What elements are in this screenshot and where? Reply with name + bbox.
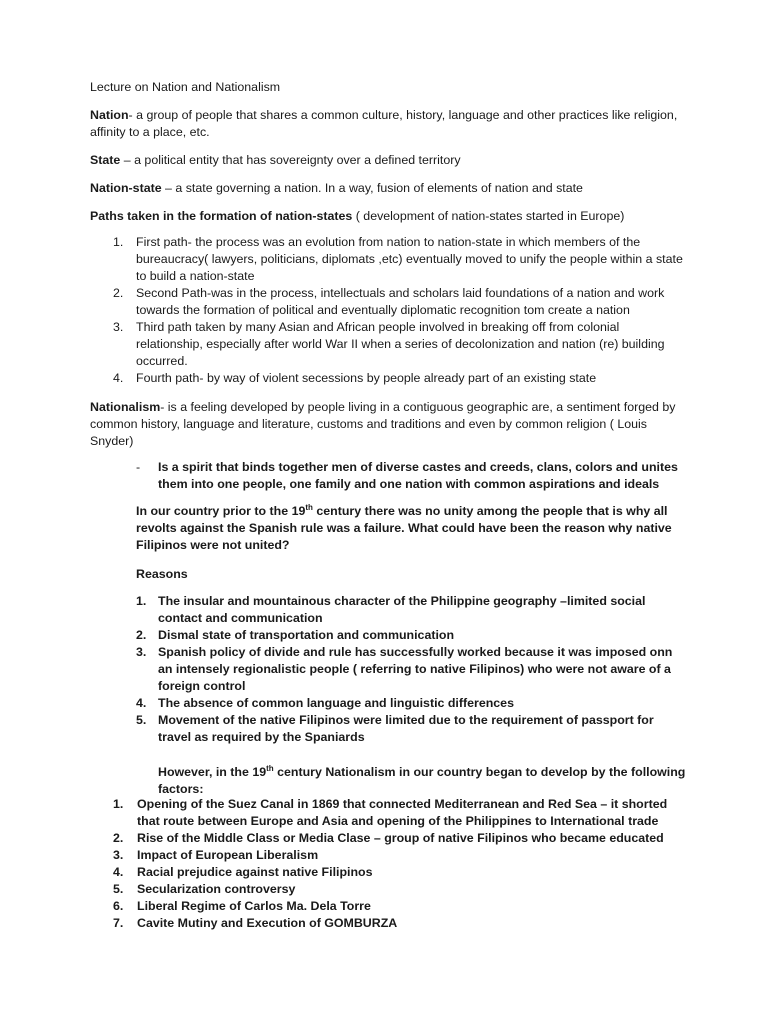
state-def-text: – a political entity that has sovereignty over a defined territory xyxy=(120,153,461,167)
list-item xyxy=(136,593,686,627)
question-sup: th xyxy=(305,502,313,512)
list-number: 4. xyxy=(113,371,124,385)
nationalism-def-text: - is a feeling developed by people living in a contiguous geographic are, a sentiment forged by common history, language and literature, customs and traditions and even by common religion ( Louis Snyder) xyxy=(90,400,676,448)
reasons-heading: Reasons xyxy=(136,567,188,581)
nationstate-term: Nation-state xyxy=(90,181,162,195)
list-item-text: The insular and mountainous character of the Philippine geography –limited social contact and communication xyxy=(158,594,646,625)
list-number: 2. xyxy=(136,628,147,642)
list-item xyxy=(113,319,688,370)
list-number: 1. xyxy=(113,797,124,811)
unity-question xyxy=(136,503,688,554)
list-item-text: Secularization controversy xyxy=(137,882,296,896)
nation-term: Nation xyxy=(90,108,129,122)
list-item xyxy=(136,712,686,746)
list-number: 5. xyxy=(136,713,147,727)
nationstate-def-text: – a state governing a nation. In a way, fusion of elements of nation and state xyxy=(161,181,583,195)
list-item-text: Fourth path- by way of violent secessions by people already part of an existing state xyxy=(136,371,597,385)
nationalism-term: Nationalism xyxy=(90,400,161,414)
list-item xyxy=(136,459,686,493)
list-item xyxy=(113,796,688,830)
list-item xyxy=(113,847,688,864)
however-paragraph xyxy=(158,764,688,798)
list-item-text: Second Path-was in the process, intellectuals and scholars laid foundations of a nation and work towards the formation of political and eventually diplomatic recognition tom create a nation xyxy=(136,286,665,317)
list-number: 3. xyxy=(113,848,124,862)
list-item xyxy=(113,370,688,387)
however-post: century Nationalism in our country began to develop by the following factors: xyxy=(158,765,686,796)
list-number: 3. xyxy=(136,645,147,659)
list-item xyxy=(136,644,686,695)
list-number: 4. xyxy=(136,696,147,710)
list-item-text: The absence of common language and linguistic differences xyxy=(158,696,514,710)
nationalism-definition xyxy=(90,399,690,450)
paths-note: ( development of nation-states started in Europe) xyxy=(352,209,625,223)
list-item xyxy=(113,864,688,881)
list-item-text: Cavite Mutiny and Execution of GOMBURZA xyxy=(137,916,398,930)
list-number: 2. xyxy=(113,831,124,845)
list-item-text: Opening of the Suez Canal in 1869 that connected Mediterranean and Red Sea – it shorted that route between Europe and Asia and opening of the Philippines to International trade xyxy=(137,797,668,828)
list-item xyxy=(113,285,688,319)
factors-list xyxy=(113,796,688,932)
list-item xyxy=(113,830,688,847)
list-number: 3. xyxy=(113,320,124,334)
list-item xyxy=(113,234,688,285)
dash-list xyxy=(136,459,686,493)
nation-definition xyxy=(90,107,690,141)
list-item xyxy=(113,881,688,898)
list-item-text: Dismal state of transportation and communication xyxy=(158,628,455,642)
list-item-text: Spanish policy of divide and rule has successfully worked because it was imposed onn an intensely regionalistic people ( referring to native Filipinos) who were not aware of a foreign control xyxy=(158,645,673,693)
question-post: century there was no unity among the people that is why all revolts against the Spanish rule was a failure. What could have been the reason why native Filipinos were not united? xyxy=(136,504,672,552)
list-number: 5. xyxy=(113,882,124,896)
list-item-text: Movement of the native Filipinos were limited due to the requirement of passport for travel as required by the Spaniards xyxy=(158,713,654,744)
lecture-title: Lecture on Nation and Nationalism xyxy=(90,80,281,94)
list-item xyxy=(136,627,686,644)
paths-list xyxy=(113,234,688,387)
list-number: 6. xyxy=(113,899,124,913)
list-item-text: First path- the process was an evolution from nation to nation-state in which members of the bureaucracy( lawyers, politicians, diplomats ,etc) eventually moved to unify the people within a state to build a nation-state xyxy=(136,235,683,283)
list-item-text: Rise of the Middle Class or Media Clase – group of native Filipinos who became educated xyxy=(137,831,664,845)
list-item-text: Racial prejudice against native Filipinos xyxy=(137,865,373,879)
nationstate-definition xyxy=(90,180,690,197)
list-number: 2. xyxy=(113,286,124,300)
list-item-text: Liberal Regime of Carlos Ma. Dela Torre xyxy=(137,899,371,913)
list-item xyxy=(113,898,688,915)
list-number: 7. xyxy=(113,916,124,930)
paths-heading-bold: Paths taken in the formation of nation-states xyxy=(90,209,353,223)
list-item-text: Is a spirit that binds together men of diverse castes and creeds, clans, colors and unites them into one people, one family and one nation with common aspirations and ideals xyxy=(158,460,678,491)
reasons-list xyxy=(136,593,686,746)
however-sup: th xyxy=(266,763,274,773)
state-definition xyxy=(90,152,690,169)
dash-mark: - xyxy=(136,460,141,474)
list-number: 1. xyxy=(136,594,147,608)
list-item xyxy=(113,915,688,932)
list-item-text: Third path taken by many Asian and African people involved in breaking off from colonial relationship, especially after world War II when a series of decolonization and nation (re) building occurred. xyxy=(136,320,665,368)
however-pre: However, in the 19 xyxy=(158,765,267,779)
question-pre: In our country prior to the 19 xyxy=(136,504,306,518)
list-number: 1. xyxy=(113,235,124,249)
nation-def-text: - a group of people that shares a common culture, history, language and other practices like religion, affinity to a place, etc. xyxy=(90,108,678,139)
list-item-text: Impact of European Liberalism xyxy=(137,848,319,862)
state-term: State xyxy=(90,153,121,167)
list-item xyxy=(136,695,686,712)
paths-heading xyxy=(90,208,690,225)
list-number: 4. xyxy=(113,865,124,879)
